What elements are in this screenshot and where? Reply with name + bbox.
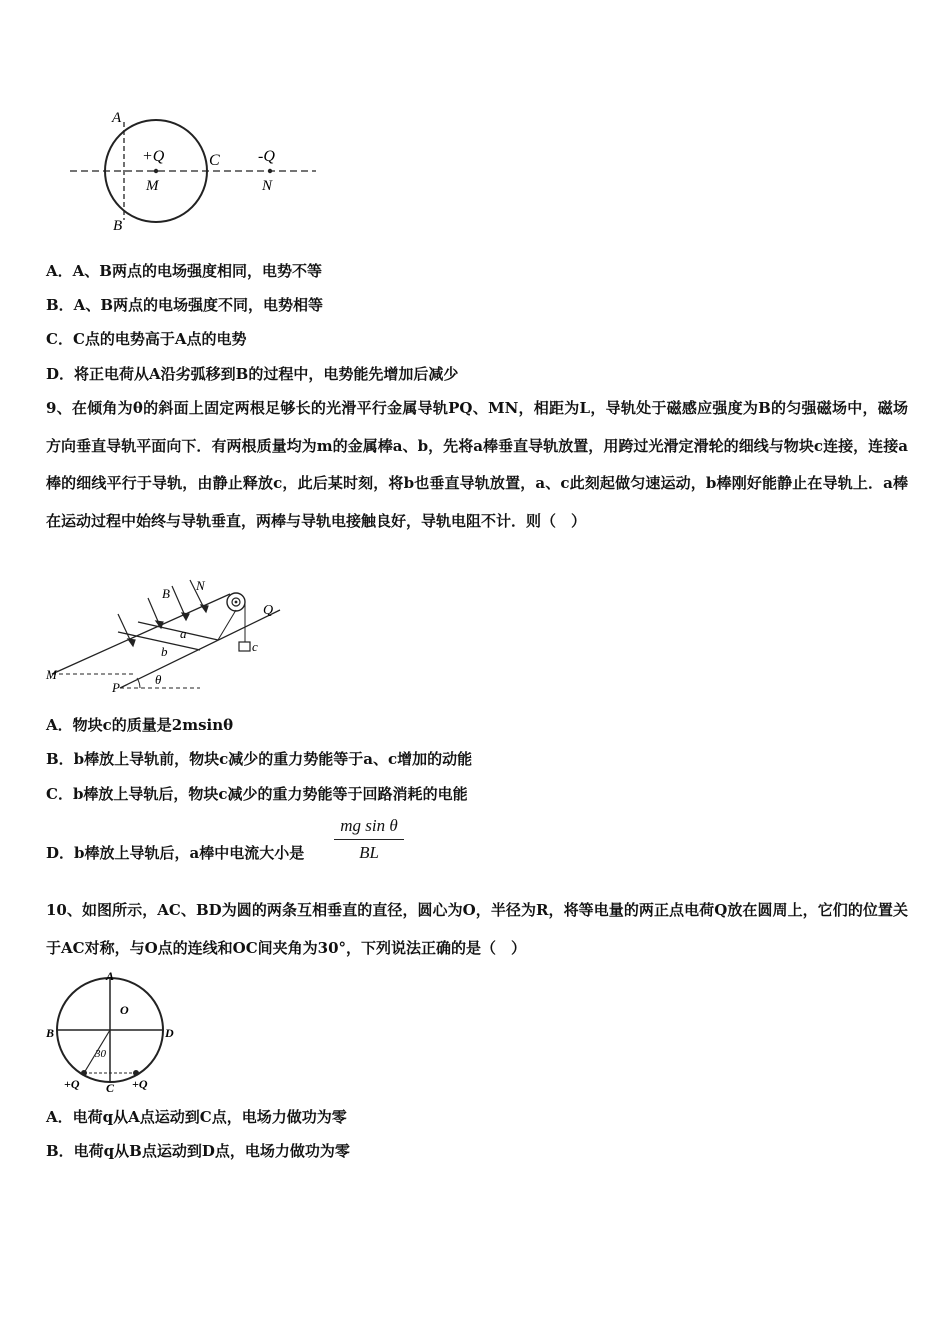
q10-option-a: A．电荷q从A点运动到C点，电场力做功为零 xyxy=(46,1108,347,1126)
label-theta: θ xyxy=(155,672,162,687)
label-c: C xyxy=(106,1081,115,1094)
block-c xyxy=(239,642,250,651)
label-plus-q: +Q xyxy=(142,148,165,165)
figure-circle-charges xyxy=(64,104,326,234)
label-plus-q-left: +Q xyxy=(64,1077,80,1091)
label-b: B xyxy=(113,218,123,234)
q9-option-c: C．b棒放上导轨后，物块c减少的重力势能等于回路消耗的电能 xyxy=(46,785,468,803)
label-c-block: c xyxy=(252,639,258,654)
label-n: N xyxy=(196,578,205,593)
q9-option-d: D．b棒放上导轨后，a棒中电流大小是 xyxy=(46,844,305,862)
q8-option-c: C．C点的电势高于A点的电势 xyxy=(46,330,247,348)
label-q: Q xyxy=(263,603,274,618)
pulley-axle xyxy=(235,601,238,604)
figure-inclined-rails xyxy=(40,576,290,698)
rod-a xyxy=(138,622,218,640)
label-c: C xyxy=(209,152,220,169)
q8-option-b: B．A、B两点的电场强度不同，电势相等 xyxy=(46,296,323,314)
q9-option-b: B．b棒放上导轨前，物块c减少的重力势能等于a、c增加的动能 xyxy=(46,750,473,768)
point-n-dot xyxy=(268,169,272,173)
label-p: P xyxy=(112,680,120,695)
fraction-denominator: BL xyxy=(359,843,379,862)
label-a: A xyxy=(112,110,122,126)
label-a: A xyxy=(106,969,115,983)
label-angle: 30 xyxy=(95,1048,106,1060)
label-n: N xyxy=(262,178,273,194)
charge-left xyxy=(81,1070,87,1076)
q8-option-d: D．将正电荷从A沿劣弧移到B的过程中，电势能先增加后减少 xyxy=(46,365,459,383)
q10-option-b: B．电荷q从B点运动到D点，电场力做功为零 xyxy=(46,1142,350,1160)
label-minus-q: -Q xyxy=(258,148,275,165)
figure-circle-diameters xyxy=(40,968,190,1094)
label-d: D xyxy=(165,1026,174,1040)
label-a-rod: a xyxy=(180,626,187,641)
label-o: O xyxy=(120,1003,129,1017)
option-d-fraction xyxy=(334,816,404,863)
label-b-rod: b xyxy=(161,644,168,659)
fraction-numerator: mg sin θ xyxy=(334,816,404,840)
label-b-field: B xyxy=(162,586,170,601)
point-m-dot xyxy=(154,169,158,173)
q8-option-a: A．A、B两点的电场强度相同，电势不等 xyxy=(46,262,322,280)
label-m: M xyxy=(146,178,159,194)
q10-stem: 10、如图所示，AC、BD为圆的两条互相垂直的直径，圆心为O，半径为R，将等电量的两正点电荷Q放在圆周上，它们的位置关于AC对称，与O点的连线和OC间夹角为30°，下列说法正确的是（ ） xyxy=(46,901,908,957)
label-b: B xyxy=(46,1026,55,1040)
label-m: M xyxy=(46,667,57,682)
label-plus-q-right: +Q xyxy=(132,1077,148,1091)
q9-option-a: A．物块c的质量是2msinθ xyxy=(46,716,234,734)
q9-stem: 9、在倾角为θ的斜面上固定两根足够长的光滑平行金属导轨PQ、MN，相距为L，导轨处于磁感应强度为B的匀强磁场中，磁场方向垂直导轨平面向下．有两根质量均为m的金属棒a、b，先将a棒垂直导轨放置，用跨过光滑定滑轮的细线与物块c连接，连接a棒的细线平行于导轨，由静止释放c，此后某时刻，将b也垂直导轨放置，a、c此刻起做匀速运动，b棒刚好能静止在导轨上．a棒在运动过程中始终与导轨垂直，两棒与导轨电接触良好，导轨电阻不计．则（ ） xyxy=(46,399,908,530)
charge-right xyxy=(133,1070,139,1076)
